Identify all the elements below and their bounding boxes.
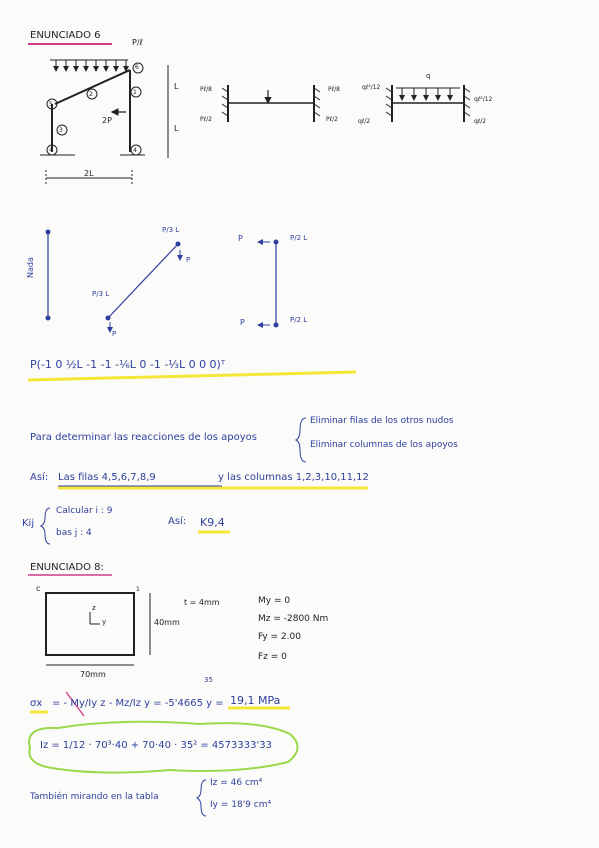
- mz-value: Mz = -2800 Nm: [258, 614, 329, 624]
- kij-label: Kij: [22, 518, 35, 529]
- ql-right-moment: qℓ²/12: [474, 96, 493, 103]
- load-label: P/ℓ: [132, 38, 143, 47]
- enunciado-6-title: ENUNCIADO 6: [30, 30, 101, 41]
- asi-label-2: Así:: [168, 516, 187, 527]
- bar-label-3: 3: [59, 127, 63, 134]
- frame-node-circles: [47, 63, 143, 155]
- force-label-2p: 2P: [102, 116, 112, 125]
- node-label-6: 6: [135, 64, 139, 71]
- diag-bottom-moment: P/3 L: [92, 290, 110, 298]
- reactions-brace: [296, 418, 306, 462]
- kij-brace: [41, 508, 50, 544]
- fz-value: Fz = 0: [258, 652, 287, 662]
- table-brace: [197, 780, 206, 816]
- sigma-lhs: σx: [30, 698, 43, 709]
- sigma-formula: = - My/Iy z - Mz/Iz y = -5'4665 y =: [52, 698, 224, 709]
- nada-label: Nada: [26, 257, 35, 278]
- ql-left-moment: qℓ²/12: [362, 84, 381, 91]
- load-vector: P(-1 0 ½L -1 -1 -⅙L 0 -1 -⅓L 0 0 0)ᵀ: [30, 358, 226, 371]
- thickness: t = 4mm: [184, 598, 220, 607]
- section-rectangle: [46, 593, 150, 665]
- sigma-result: 19,1 MPa: [230, 694, 281, 707]
- beam-left-reaction: Pℓ/2: [200, 116, 212, 123]
- node-label-5: 5: [49, 101, 53, 108]
- vert-bottom-p: P: [240, 318, 245, 327]
- kij-line-2: bas j : 4: [56, 528, 92, 538]
- vert-top-moment: P/2 L: [290, 234, 308, 242]
- ql-right-reaction: qℓ/2: [474, 118, 487, 125]
- table-iz: Iz = 46 cm⁴: [210, 778, 263, 788]
- ql-left-reaction: qℓ/2: [358, 118, 371, 125]
- beam-right-reaction: Pℓ/2: [326, 116, 338, 123]
- diag-top-force: P: [186, 256, 191, 264]
- table-iy: Iy = 18'9 cm⁴: [210, 800, 272, 810]
- bar-label-1: 1: [133, 89, 137, 96]
- beam-right-moment: Pℓ/8: [328, 86, 340, 93]
- diag-bottom-force: P: [112, 330, 117, 338]
- height-dim: 40mm: [154, 618, 180, 627]
- my-value: My = 0: [258, 596, 291, 606]
- kij-line-1: Calcular i : 9: [56, 506, 113, 516]
- sup-35: 35: [204, 676, 213, 684]
- rows-underlined: Las filas 4,5,6,7,8,9: [58, 472, 156, 483]
- node-label-4b: 4: [133, 147, 137, 154]
- diag-top-moment: P/3 L: [162, 226, 180, 234]
- dim-L-top: L: [174, 82, 179, 91]
- reactions-text: Para determinar las reacciones de los apoyos: [30, 432, 257, 443]
- enunciado-8-title: ENUNCIADO 8:: [30, 562, 104, 573]
- fy-value: Fy = 2.00: [258, 632, 301, 642]
- asi-label-1: Así:: [30, 472, 49, 483]
- dim-2L: 2L: [84, 169, 94, 178]
- node-label-4: 4: [49, 147, 53, 154]
- corner-c: c: [36, 584, 41, 593]
- cols-text: y las columnas 1,2,3,10,11,12: [218, 472, 369, 483]
- element-load-diagrams: [46, 230, 278, 332]
- bar-label-2: 2: [89, 91, 93, 98]
- beam-distributed-load: [386, 85, 470, 122]
- vert-bottom-moment: P/2 L: [290, 316, 308, 324]
- axis-z: z: [92, 604, 96, 612]
- reactions-option-2: Eliminar columnas de los apoyos: [310, 440, 458, 450]
- iz-formula: Iz = 1/12 · 70³·40 + 70·40 · 35² = 4573333'33: [40, 740, 272, 751]
- beam-point-load: [222, 85, 320, 122]
- axis-y: y: [102, 618, 107, 626]
- kij-result: K9,4: [200, 516, 225, 529]
- vector-highlight: [28, 372, 356, 380]
- reactions-option-1: Eliminar filas de los otros nudos: [310, 416, 454, 426]
- dim-L-bottom: L: [174, 124, 179, 133]
- ql-load: q: [426, 72, 431, 80]
- corner-num: 1: [136, 586, 140, 593]
- vert-top-p: P: [238, 234, 243, 243]
- width-dim: 70mm: [80, 670, 106, 679]
- table-text: También mirando en la tabla: [30, 792, 159, 802]
- beam-left-moment: Pℓ/8: [200, 86, 212, 93]
